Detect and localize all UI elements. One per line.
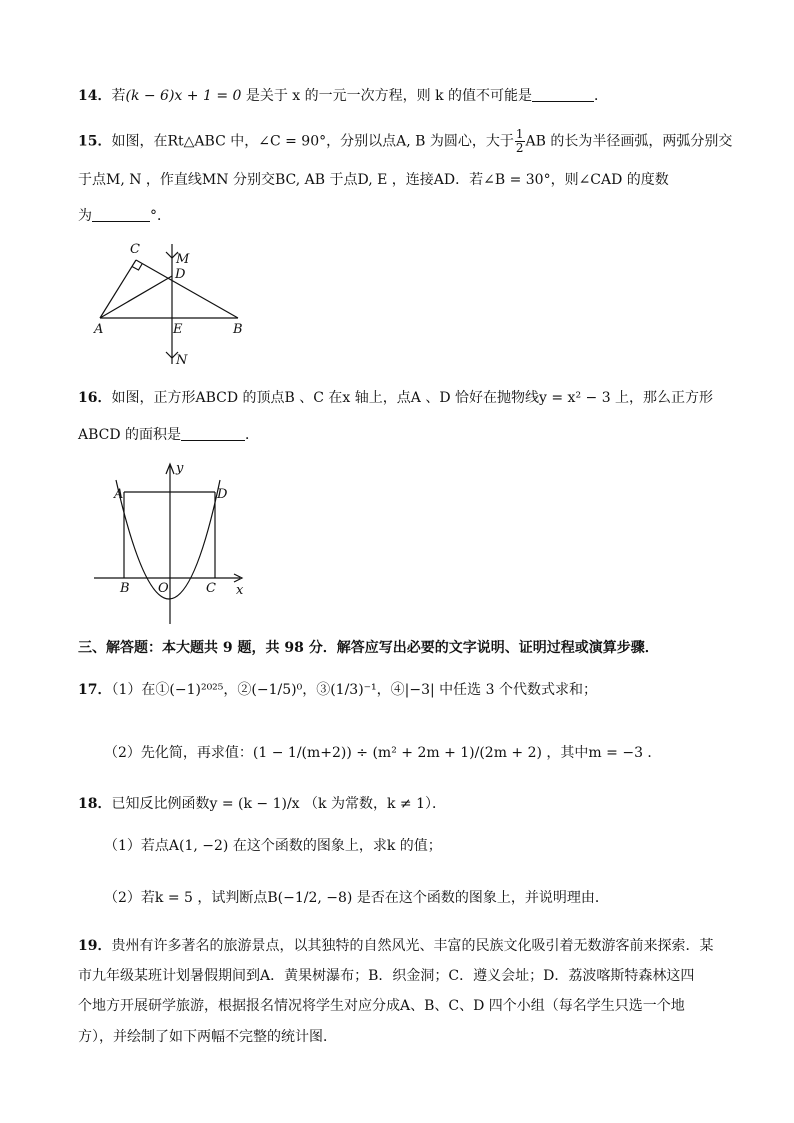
- question-text: 已知反比例函数y = (k − 1)/x （k 为常数，k ≠ 1）．: [111, 796, 446, 812]
- question-number: 17．: [78, 682, 112, 698]
- label-d: D: [175, 267, 186, 282]
- question-19-line-1: [78, 936, 713, 956]
- question-17-part-2: （2）先化简，再求值：(1 − 1/(m+2)) ÷ (m² + 2m + 1)/(2m + 2) ，其中m = −3 ．: [104, 745, 662, 761]
- fraction-denominator: 2: [515, 141, 524, 155]
- segment-ad: [100, 276, 172, 318]
- question-19-line-4: 方），并绘制了如下两幅不完整的统计图．: [78, 1029, 337, 1045]
- question-17-part-1: [78, 680, 597, 700]
- answer-blank: [92, 207, 150, 222]
- label-m: M: [176, 252, 190, 267]
- equation: (k − 6)x + 1 = 0: [125, 88, 242, 104]
- question-text: 是关于 x 的一元一次方程，则 k 的值不可能是: [241, 88, 533, 104]
- label-c: C: [206, 581, 216, 596]
- question-18-line-1: [78, 794, 446, 814]
- question-number: 16．: [78, 390, 112, 406]
- question-text: AB 的长为半径画弧，两弧分别交: [525, 133, 733, 150]
- question-text: （1）在①(−1)²⁰²⁵，②(−1/5)⁰，③(1/3)⁻¹，④|−3| 中任选 3 个代数式求和；: [111, 682, 597, 698]
- question-19-line-2: 市九年级某班计划暑假期间到A．黄果树瀑布；B．织金洞；C．遵义会址；D．荔波喀斯特森林这四: [78, 968, 695, 984]
- question-15-line-3: [78, 206, 171, 226]
- question-15-line-1: [78, 128, 732, 155]
- label-n: N: [176, 353, 188, 368]
- label-d: D: [217, 487, 228, 502]
- question-text: 如图，正方形ABCD 的顶点B 、C 在x 轴上，点A 、D 恰好在抛物线y = x² − 3 上，那么正方形: [111, 390, 714, 406]
- question-text: 若: [111, 88, 126, 104]
- section-heading: 三、解答题：本大题共 9 题，共 98 分．解答应写出必要的文字说明、证明过程或演算步骤．: [78, 640, 659, 656]
- answer-blank: [181, 426, 245, 441]
- question-text: 如图，在Rt△ABC 中，∠C = 90°，分别以点A, B 为圆心，大于: [111, 133, 514, 150]
- label-o: O: [158, 581, 169, 596]
- question-text: °．: [150, 208, 171, 224]
- label-c: C: [130, 242, 140, 257]
- question-16-line-2: [78, 425, 259, 445]
- question-number: 14．: [78, 88, 112, 104]
- label-x: x: [236, 583, 244, 598]
- segment-ac: [100, 260, 136, 318]
- answer-blank: [532, 87, 594, 102]
- question-text: 为: [78, 208, 92, 224]
- parabola-figure: [90, 458, 250, 630]
- question-18-part-1: （1）若点A(1, −2) 在这个函数的图象上，求k 的值；: [104, 838, 442, 854]
- punctuation: ．: [245, 427, 260, 443]
- question-number: 15．: [78, 133, 112, 150]
- question-16-line-1: [78, 388, 713, 408]
- question-number: 18．: [78, 796, 112, 812]
- fraction-numerator: 1: [515, 127, 524, 141]
- label-b: B: [120, 581, 130, 596]
- question-19-line-3: 个地方开展研学旅游，根据报名情况将学生对应分成A、B、C、D 四个小组（每名学生只选一个地: [78, 998, 685, 1014]
- label-a: A: [114, 487, 124, 502]
- label-b: B: [233, 322, 243, 337]
- question-15-line-2: 于点M, N ，作直线MN 分别交BC, AB 于点D, E ，连接AD．若∠B = 30°，则∠CAD 的度数: [78, 172, 669, 188]
- question-text: ABCD 的面积是: [78, 427, 182, 443]
- question-text: 贵州有许多著名的旅游景点，以其独特的自然风光、丰富的民族文化吸引着无数游客前来探索．某: [111, 938, 714, 954]
- fraction-one-half: [515, 128, 525, 155]
- segment-cb: [136, 260, 238, 318]
- question-number: 19．: [78, 938, 112, 954]
- question-14: [78, 86, 608, 106]
- question-18-part-2: （2）若k = 5 ，试判断点B(−1/2, −8) 是否在这个函数的图象上，并说明理由．: [104, 890, 609, 906]
- label-y: y: [176, 461, 184, 476]
- label-e: E: [173, 322, 183, 337]
- punctuation: ．: [594, 88, 609, 104]
- triangle-figure: [88, 238, 258, 370]
- label-a: A: [94, 322, 104, 337]
